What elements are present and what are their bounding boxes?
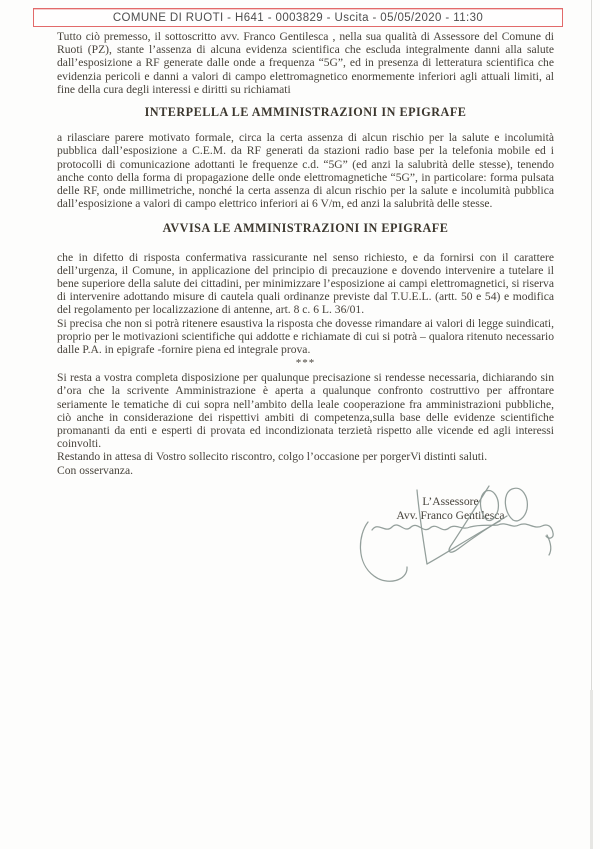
protocol-stamp-text: COMUNE DI RUOTI - H641 - 0003829 - Uscita - 05/05/2020 - 11:30: [112, 11, 484, 24]
signature-block: [57, 479, 554, 604]
asterisk-separator: ***: [295, 357, 316, 370]
signature-role: L’Assessore: [422, 494, 479, 508]
paragraph-disponibilita: Si resta a vostra completa disposizione per qualunque precisazione si rendesse necessaria, dichiarando sin d’ora che la scrivente Amministrazione è aperta a qualunque confronto costruttivo per affrontare seriamente le tematiche di cui sopra nell’ambito della leale cooperazione fra amministrazioni pubbliche, ciò anche in considerazione dei rispettivi ambiti di competenza,sulla base delle evidenze scientifiche promananti da enti e esperti di provata ed incondizionata terzietà rispetto alle vicende ed agli interessi coinvolti.: [57, 371, 554, 451]
paragraph-premessa: Tutto ciò premesso, il sottoscritto avv. Franco Gentilesca , nella sua qualità di Assessore del Comune di Ruoti (PZ), stante l’assenza di alcuna evidenza scientifica che escluda integralmente danni alla salute dall’esposizione a RF generate dalle onde a frequenza “5G”, ed in presenza di letteratura scientifica che evidenzia pericoli e danni a valori di campo elettromagnetico enormemente inferiori agli attuali limiti, al fine della cura degli interessi e diritti su richiamati: [57, 30, 554, 96]
signature-name: Avv. Franco Gentilesca: [396, 508, 505, 522]
paragraph-osservanza: Con osservanza.: [57, 463, 133, 477]
paragraph-avvisa: che in difetto di risposta confermativa rassicurante nel senso richiesto, e da fornirsi con il carattere dell’urgenza, il Comune, in applicazione del principio di precauzione e dovendo intervenire a tutelare il bene superiore della salute dei cittadini, per minimizzare l’esposizione ai campi elettromagnetici, si riserva di intervenire adottando misure di cautela quali ordinanze previste dal T.U.E.L. (artt. 50 e 54) e modifica del regolamento per localizzazione di antenne, art. 8 c. 6 L. 36/01.: [57, 250, 554, 317]
handwritten-signature: [342, 477, 562, 595]
paragraph-saluti: Restando in attesa di Vostro sollecito riscontro, colgo l’occasione per porgerVi distinti saluti.: [57, 450, 488, 464]
paragraph-precisazione: Si precisa che non si potrà ritenere esaustiva la risposta che dovesse rimandare ai valori di legge suindicati, proprio per le motivazioni scientifiche qui addotte e richiamate di cui si potrà – qualora ritenuto necessario dalle P.A. in epigrafe -fornire piena ed integrale prova.: [57, 316, 554, 357]
scan-edge-line: [591, 0, 592, 849]
letter-body: [57, 30, 554, 604]
protocol-stamp: [33, 8, 563, 27]
heading-interpella: INTERPELLA LE AMMINISTRAZIONI IN EPIGRAFE: [144, 105, 467, 120]
heading-avvisa: AVVISA LE AMMINISTRAZIONI IN EPIGRAFE: [162, 221, 449, 236]
paragraph-interpella: a rilasciare parere motivato formale, circa la certa assenza di alcun rischio per la salute e incolumità pubblica dall’esposizione a C.E.M. da RF generati da stazioni radio base per la telefonia mobile ed i protocolli di comunicazione adottanti le frequenze c.d. “5G” (ed anzi la salubrità delle stesse), tenendo anche conto della forma di propagazione delle onde elettromagnetiche “5G”, in particolare: forma pulsata delle RF, onde millimetriche, nonché la certa assenza di alcun rischio per la salute e incolumità pubblica dall’esposizione a valori di campo elettrico inferiori ai 6 V/m, ed anzi la salubrità delle stesse.: [57, 131, 554, 211]
